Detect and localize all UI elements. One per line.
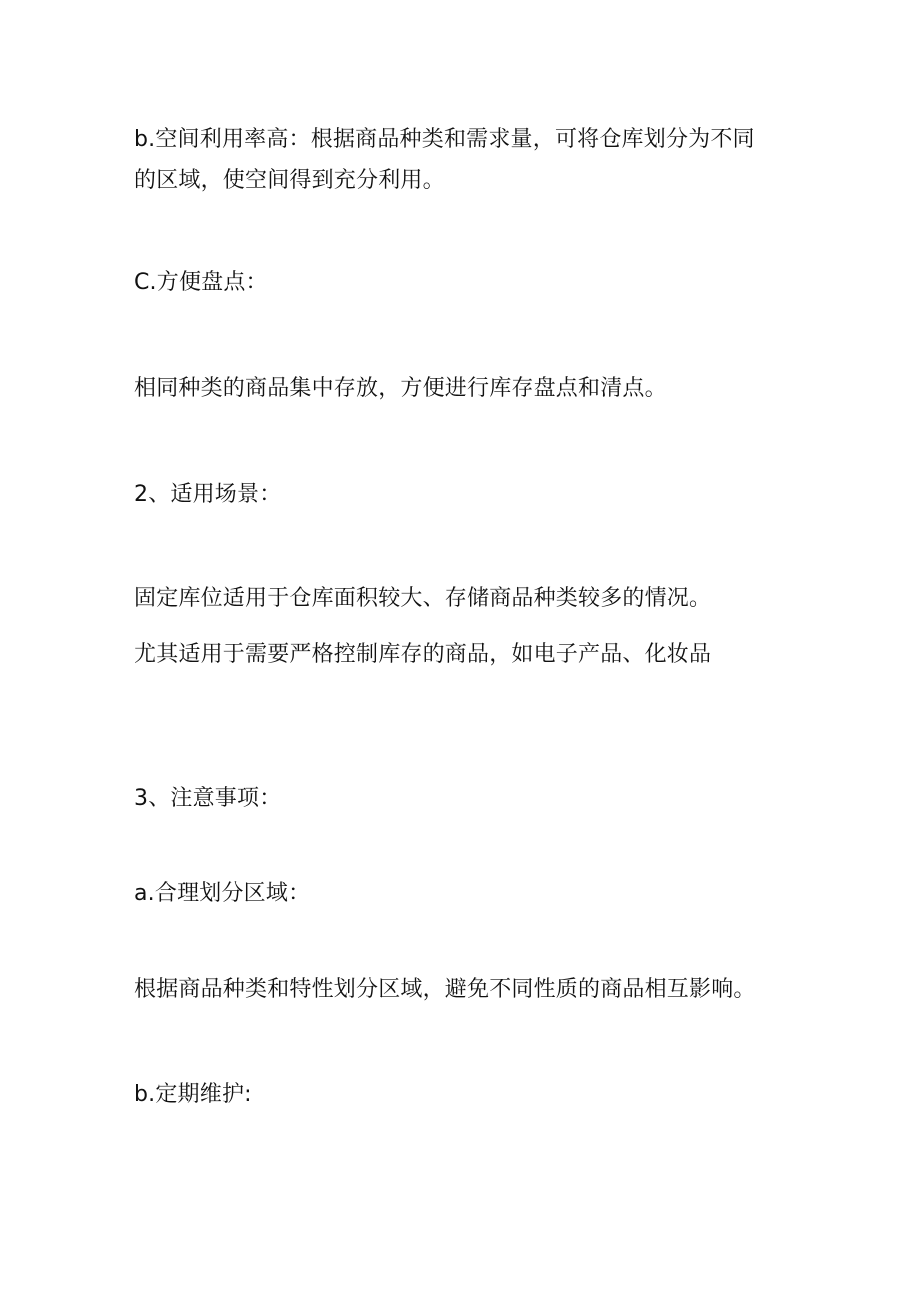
paragraph-line: 相同种类的商品集中存放，方便进行库存盘点和清点。 (134, 376, 667, 401)
section-heading: a.合理划分区域： (134, 881, 311, 906)
paragraph-line: b.空间利用率高：根据商品种类和需求量，可将仓库划分为不同 (134, 127, 755, 152)
paragraph-line: 根据商品种类和特性划分区域，避免不同性质的商品相互影响。 (134, 977, 756, 1002)
paragraph-line: 固定库位适用于仓库面积较大、存储商品种类较多的情况。 (134, 586, 712, 611)
section-heading: C.方便盘点： (134, 270, 268, 295)
section-heading: 2、适用场景： (134, 482, 282, 507)
section-heading: b.定期维护: (134, 1082, 252, 1107)
paragraph-line: 的区域，使空间得到充分利用。 (134, 168, 445, 193)
paragraph-line: 尤其适用于需要严格控制库存的商品，如电子产品、化妆品 (134, 642, 712, 667)
section-heading: 3、注意事项： (134, 786, 282, 811)
